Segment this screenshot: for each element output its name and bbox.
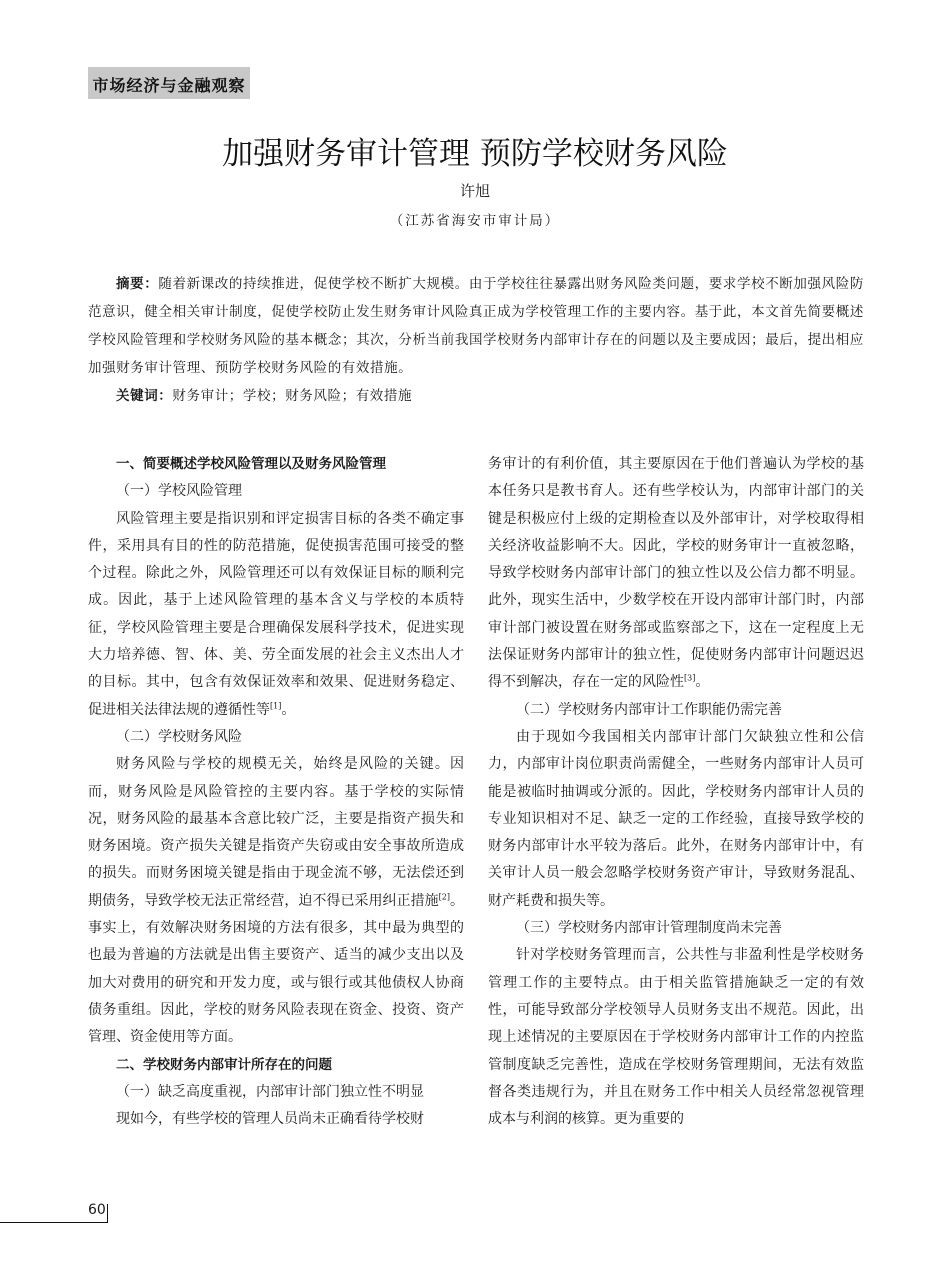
keywords-text: 财务审计；学校；财务风险；有效措施 xyxy=(172,388,413,404)
subsection-heading-2-1: （一）缺乏高度重视，内部审计部门独立性不明显 xyxy=(116,1083,424,1100)
section-heading-1: 一、简要概述学校风险管理以及财务风险管理 xyxy=(116,456,386,472)
author-name: 许旭 xyxy=(459,182,490,200)
keywords-paragraph xyxy=(88,382,864,410)
subsection-heading-2-3: （三）学校财务内部审计管理制度尚未完善 xyxy=(516,920,782,937)
citation-ref: [1] xyxy=(270,701,282,711)
author-affiliation: （江苏省海安市审计局） xyxy=(389,213,561,229)
body-paragraph: 现如今，有些学校的管理人员尚未正确看待学校财 xyxy=(116,1111,424,1128)
keywords-label: 关键词： xyxy=(116,388,173,404)
citation-ref: [2] xyxy=(438,892,450,902)
abstract-text: 随着新课改的持续推进，促使学校不断扩大规模。由于学校往往暴露出财务风险类问题，要求学校不断加强风险防范意识，健全相关审计制度，促使学校防止发生财务审计风险真正成为学校管理工作的主要内容。基于此，本文首先简要概述学校风险管理和学校财务风险的基本概念；其次，分析当前我国学校财务内部审计存在的问题以及主要成因；最后，提出相应加强财务审计管理、预防学校财务风险的有效措施。 xyxy=(88,276,864,376)
body-paragraph: 针对学校财务管理而言，公共性与非盈利性是学校财务管理工作的主要特点。由于相关监管措施缺乏一定的有效性，可能导致部分学校领导人员财务支出不规范。因此，出现上述情况的主要原因在于学校财务内部审计工作的内控监管制度缺乏完善性，造成在学校财务管理期间，无法有效监督各类违规行为，并且在财务工作中相关人员经常忽视管理成本与利润的核算。更为重要的 xyxy=(488,947,864,1128)
body-text: 。 xyxy=(695,674,710,691)
body-text: 财务风险与学校的规模无关，始终是风险的关键。因而，财务风险是风险管控的主要内容。基于学校的实际情况，财务风险的最基本含意比较广泛，主要是指资产损失和财务困境。资产损失关键是指资产失窃或由安全事故所造成的损失。而财务困境关键是指由于现金流不够，无法偿还到期债务，导致学校无法正常经营，迫不得已采用纠正措施 xyxy=(88,756,464,909)
left-column xyxy=(88,451,464,1133)
abstract-paragraph xyxy=(88,270,864,382)
footer-rule-tick xyxy=(107,1204,108,1222)
footer-rule xyxy=(0,1222,108,1223)
subsection-heading-2-2: （二）学校财务内部审计工作职能仍需完善 xyxy=(516,701,782,718)
subsection-heading-1-1: （一）学校风险管理 xyxy=(116,483,242,500)
journal-section-tag xyxy=(88,67,250,99)
body-paragraph xyxy=(88,751,464,1051)
body-text: 。事实上，有效解决财务困境的方法有很多，其中最为典型的也最为普遍的方法就是出售主要资产、适当的减少支出以及加大对费用的研究和开发力度，或与银行或其他债权人协商债务重组。因此，学校的财务风险表现在资金、投资、资产管理、资金使用等方面。 xyxy=(88,892,465,1046)
right-column xyxy=(488,451,864,1133)
abstract-block xyxy=(88,270,864,410)
abstract-label: 摘要： xyxy=(116,276,159,292)
page-number: 60 xyxy=(88,1202,106,1218)
body-text: 。 xyxy=(281,701,296,718)
citation-ref: [3] xyxy=(684,673,696,683)
article-title: 加强财务审计管理 预防学校财务风险 xyxy=(222,136,728,172)
body-text: 风险管理主要是指识别和评定损害目标的各类不确定事件，采用具有目的性的防范措施，促使损害范围可接受的整个过程。除此之外，风险管理还可以有效保证目标的顺利完成。因此，基于上述风险管理的基本含义与学校的本质特征，学校风险管理主要是合理确保发展科学技术，促进实现大力培养德、智、体、美、劳全面发展的社会主义杰出人才的目标。其中，包含有效保证效率和效果、促进财务稳定、促进相关法律法规的遵循性等 xyxy=(88,510,464,718)
journal-section-label: 市场经济与金融观察 xyxy=(92,76,246,95)
section-heading-2: 二、学校财务内部审计所存在的问题 xyxy=(116,1056,332,1073)
body-paragraph xyxy=(88,506,464,724)
body-paragraph: 由于现如今我国相关内部审计部门欠缺独立性和公信力，内部审计岗位职责尚需健全，一些财务内部审计人员可能是被临时抽调或分派的。因此，学校财务内部审计人员的专业知识相对不足、缺乏一定的工作经验，直接导致学校的财务内部审计水平较为落后。此外，在财务内部审计中，有关审计人员一般会忽略学校财务资产审计，导致财务混乱、财产耗费和损失等。 xyxy=(488,728,864,909)
subsection-heading-1-2: （二）学校财务风险 xyxy=(116,728,242,745)
body-text: 务审计的有利价值，其主要原因在于他们普遍认为学校的基本任务只是教书育人。还有些学校认为，内部审计部门的关键是积极应付上级的定期检查以及外部审计，对学校取得相关经济收益影响不大。因此，学校的财务审计一直被忽略，导致学校财务内部审计部门的独立性以及公信力都不明显。此外，现实生活中，少数学校在开设内部审计部门时，内部审计部门被设置在财务部或监察部之下，这在一定程度上无法保证财务内部审计的独立性，促使财务内部审计问题迟迟得不到解决，存在一定的风险性 xyxy=(488,456,864,691)
body-paragraph xyxy=(488,451,864,697)
